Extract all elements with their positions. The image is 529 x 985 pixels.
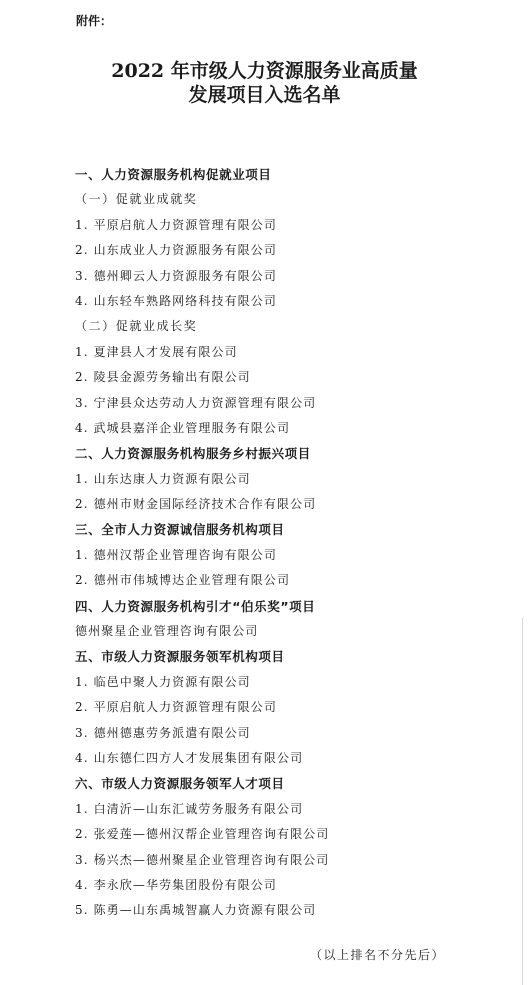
list-item: 4. 李永欣—华劳集团股份有限公司 xyxy=(75,877,277,892)
list-item: 1. 白清沂—山东汇诚劳务服务有限公司 xyxy=(75,801,304,816)
list-item: 3. 宁津县众达劳动人力资源管理有限公司 xyxy=(75,395,317,410)
list-item: 1. 平原启航人力资源管理有限公司 xyxy=(75,217,277,232)
list-item: 4. 山东德仁四方人才发展集团有限公司 xyxy=(75,750,304,765)
list-item: 4. 山东轻车熟路网络科技有限公司 xyxy=(75,293,277,308)
footer-note: （以上排名不分先后） xyxy=(309,948,445,962)
document-title xyxy=(0,59,529,107)
list-item: 2. 德州市伟城博达企业管理有限公司 xyxy=(75,573,291,588)
list-item: 2. 平原启航人力资源管理有限公司 xyxy=(75,700,277,715)
section-heading: 四、人力资源服务机构引才“伯乐奖”项目 xyxy=(75,598,316,614)
list-item: 2. 山东成业人力资源服务有限公司 xyxy=(75,243,277,258)
list-item: 3. 杨兴杰—德州聚星企业管理咨询有限公司 xyxy=(75,852,330,867)
list-item: 2. 陵县金源劳务输出有限公司 xyxy=(75,370,251,385)
section-heading: 一、人力资源服务机构促就业项目 xyxy=(75,167,272,182)
list-item: 2. 张爱莲—德州汉帮企业管理咨询有限公司 xyxy=(75,827,330,842)
section-heading: 五、市级人力资源服务领军机构项目 xyxy=(75,649,285,665)
list-item: 5. 陈勇—山东禹城智赢人力资源有限公司 xyxy=(75,903,317,918)
title-line-1: 2022 年市级人力资源服务业高质量 xyxy=(111,60,418,82)
list-item: 德州聚星企业管理咨询有限公司 xyxy=(75,624,259,639)
list-item: 1. 临邑中聚人力资源有限公司 xyxy=(75,674,251,689)
page-edge-line xyxy=(522,618,523,985)
list-item: 2. 德州市财金国际经济技术合作有限公司 xyxy=(75,497,317,512)
list-item: 1. 夏津县人才发展有限公司 xyxy=(75,344,238,359)
project-list xyxy=(75,162,515,924)
section-heading: 六、市级人力资源服务领军人才项目 xyxy=(75,776,285,792)
list-item: 4. 武城县嘉洋企业管理服务有限公司 xyxy=(75,420,291,435)
section-heading: 二、人力资源服务机构服务乡村振兴项目 xyxy=(75,446,311,462)
subsection-heading: （二）促就业成长奖 xyxy=(75,319,198,334)
subsection-heading: （一）促就业成就奖 xyxy=(75,192,198,207)
list-item: 3. 德州德惠劳务派遣有限公司 xyxy=(75,725,251,740)
title-line-2: 发展项目入选名单 xyxy=(188,84,341,106)
list-item: 1. 德州汉帮企业管理咨询有限公司 xyxy=(75,547,277,562)
list-item: 3. 德州卿云人力资源服务有限公司 xyxy=(75,268,277,283)
attachment-label: 附件： xyxy=(76,14,113,28)
list-item: 1. 山东达康人力资源有限公司 xyxy=(75,471,251,486)
section-heading: 三、全市人力资源诚信服务机构项目 xyxy=(75,522,285,538)
